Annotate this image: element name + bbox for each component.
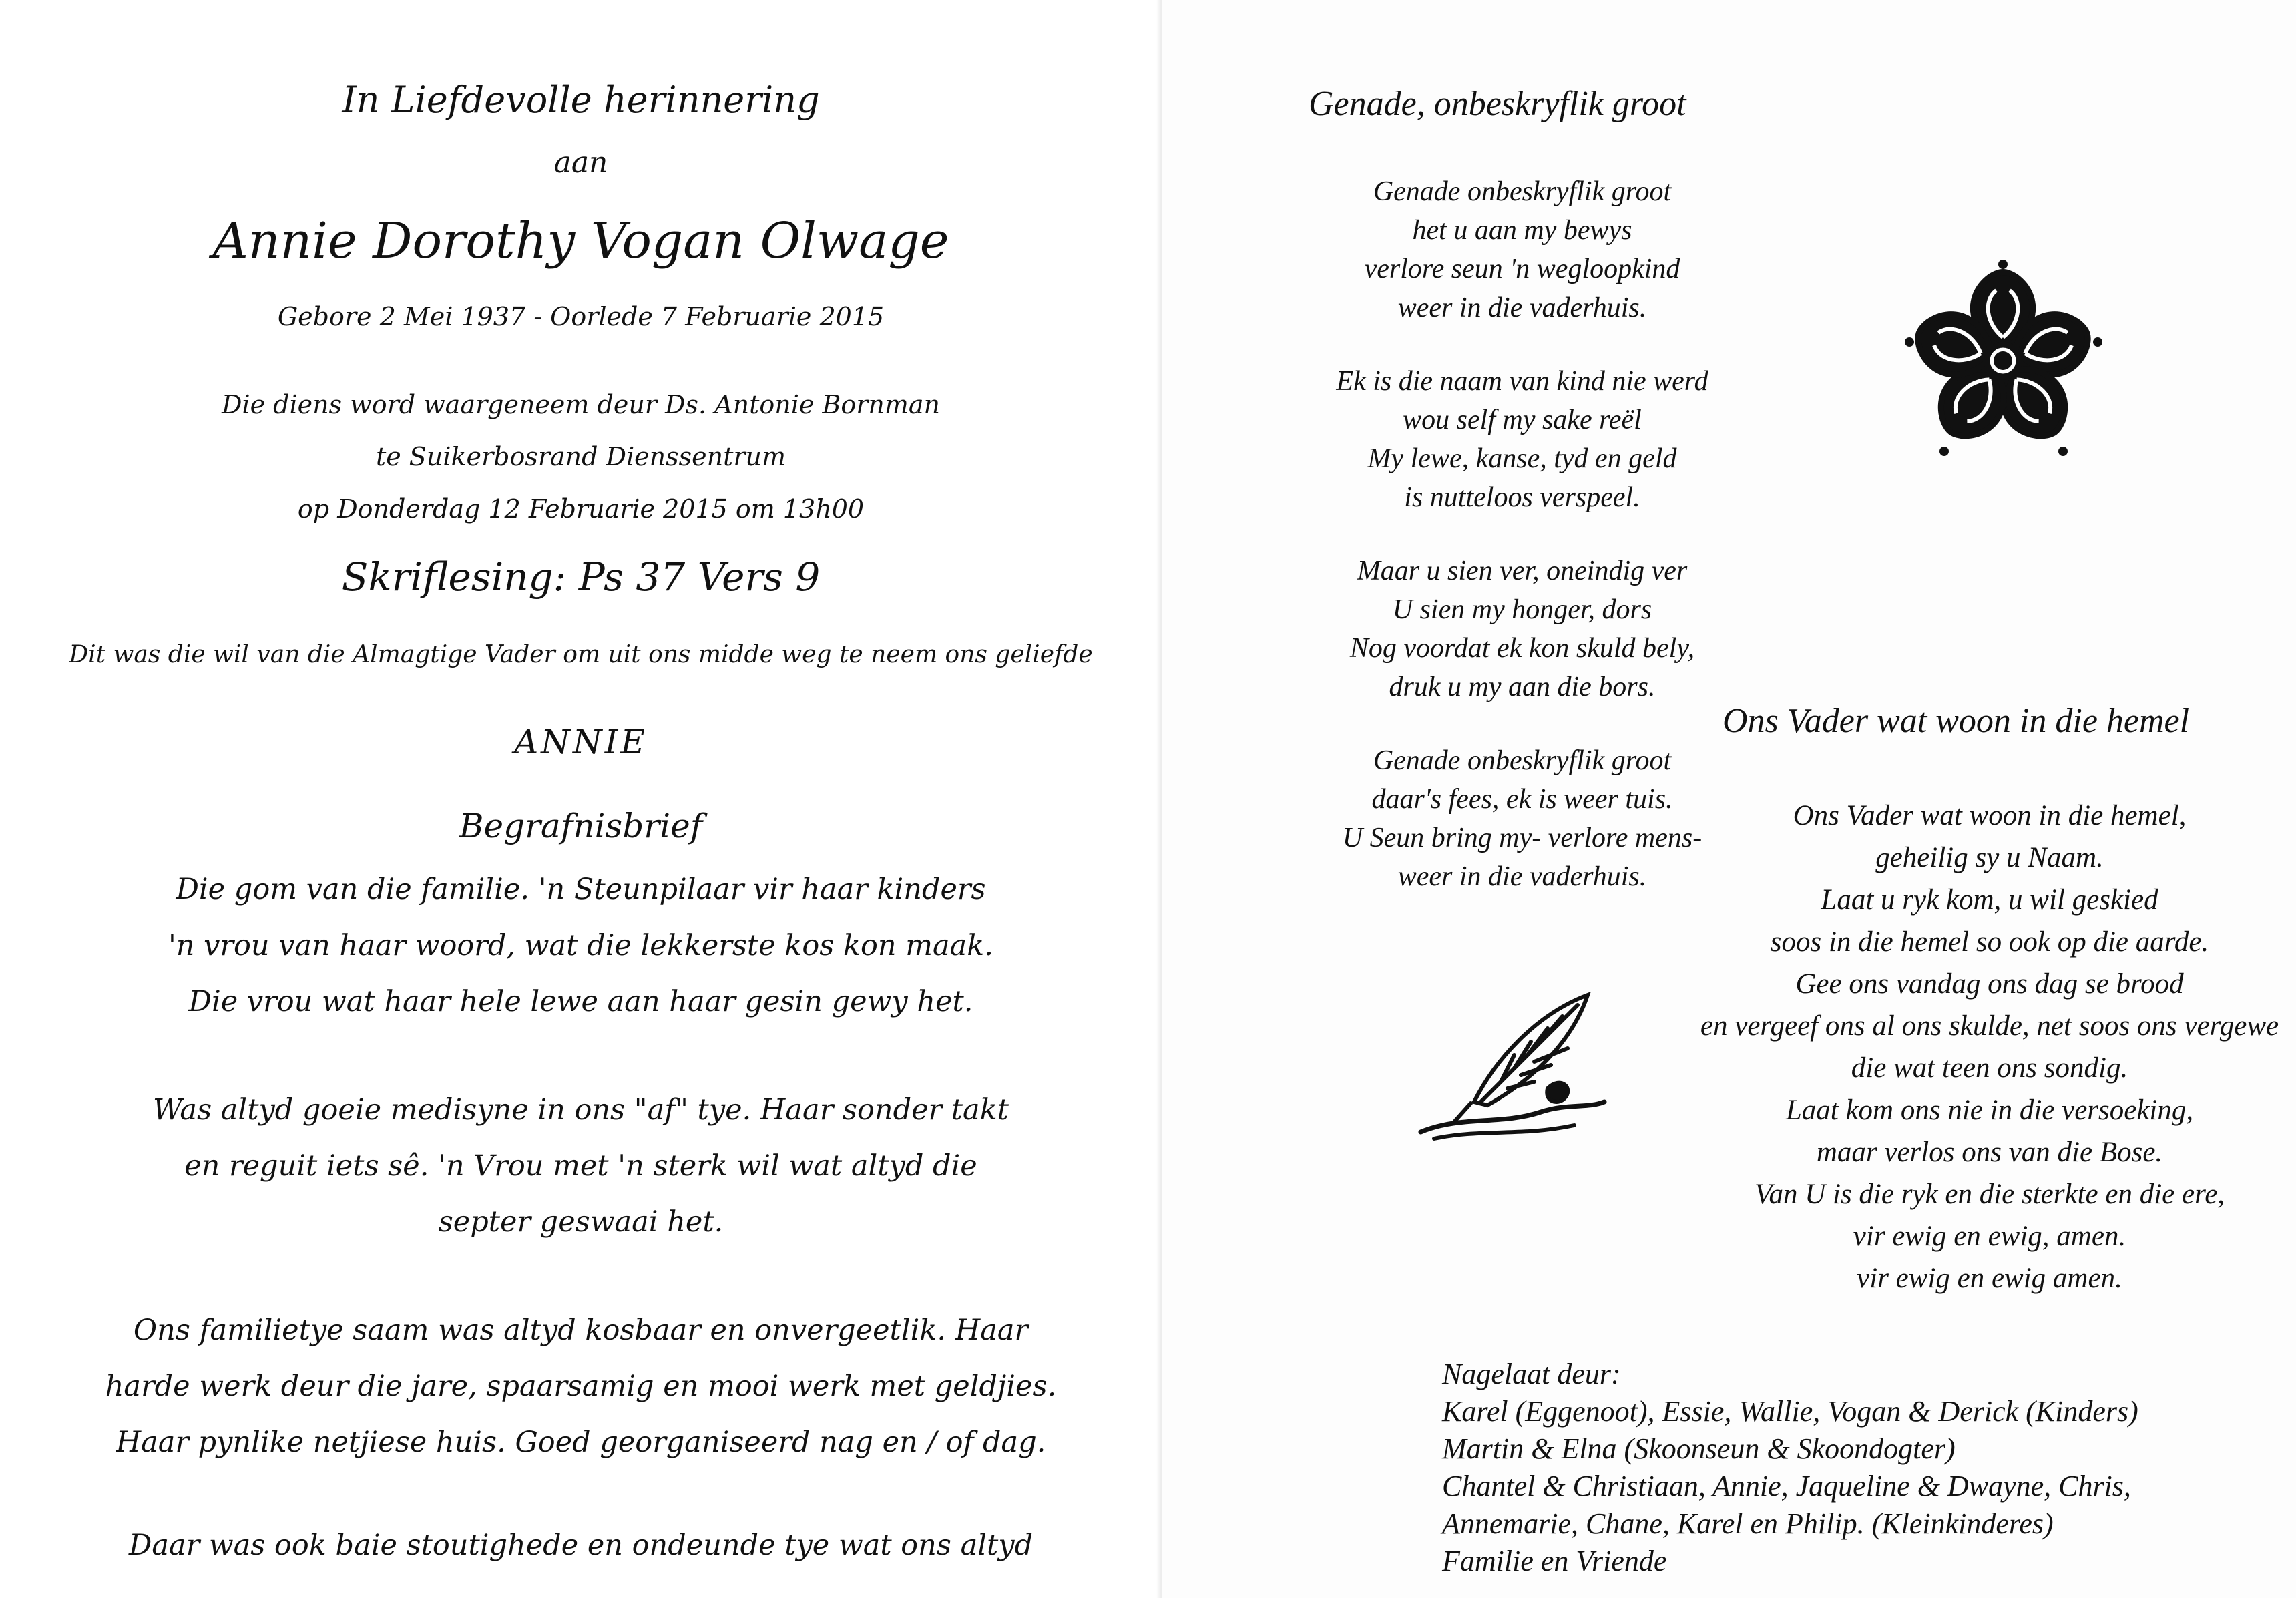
hymn-stanza xyxy=(1269,362,1776,517)
letter-paragraph xyxy=(0,1302,1162,1470)
hymn-line: U sien my honger, dors xyxy=(1392,594,1652,625)
life-dates: Gebore 2 Mei 1937 - Oorlede 7 Februarie 2015 xyxy=(277,302,885,331)
hymn-line: weer in die vaderhuis. xyxy=(1397,292,1647,323)
service-line: Die diens word waargeneem deur Ds. Antonie Bornman xyxy=(221,390,941,419)
first-name: ANNIE xyxy=(514,723,648,761)
service-line: te Suikerbosrand Dienssentrum xyxy=(375,442,786,471)
letter-line: en reguit iets sê. 'n Vrou met 'n sterk wil wat altyd die xyxy=(184,1149,977,1183)
prayer-line: Laat kom ons nie in die versoeking, xyxy=(1785,1094,2194,1126)
hymn-stanza xyxy=(1269,552,1776,707)
prayer-line: geheilig sy u Naam. xyxy=(1875,842,2104,873)
quill-pen-icon xyxy=(1407,988,1614,1142)
heading-aan: aan xyxy=(553,146,608,180)
prayer-line: vir ewig en ewig amen. xyxy=(1857,1263,2122,1294)
hymn-line: weer in die vaderhuis. xyxy=(1397,861,1647,892)
prayer-line: Gee ons vandag ons dag se brood xyxy=(1795,968,2184,1000)
letter-line: Haar pynlike netjiese huis. Goed georganiseerd nag en / of dag. xyxy=(116,1426,1046,1459)
hymn-line: Genade onbeskryflik groot xyxy=(1373,176,1672,207)
prayer-line: vir ewig en ewig, amen. xyxy=(1853,1221,2126,1252)
letter-line: Daar was ook baie stoutighede en ondeunde tye wat ons altyd xyxy=(128,1529,1034,1562)
hymn-line: U Seun bring my- verlore mens- xyxy=(1342,823,1702,853)
letter-paragraph xyxy=(0,1082,1162,1250)
hymn-line: wou self my sake reël xyxy=(1403,405,1642,435)
deceased-name: Annie Dorothy Vogan Olwage xyxy=(212,212,949,270)
letter-line: 'n vrou van haar woord, wat die lekkerste kos kon maak. xyxy=(168,929,994,962)
hymn-line: Genade onbeskryflik groot xyxy=(1373,745,1672,776)
prayer-line: Van U is die ryk en die sterkte en die ere, xyxy=(1754,1179,2225,1210)
survivors-line: Annemarie, Chane, Karel en Philip. (Kleinkinderes) xyxy=(1442,1507,2054,1540)
hymn-line: Ek is die naam van kind nie werd xyxy=(1336,366,1708,397)
letter-title: Begrafnisbrief xyxy=(459,807,703,845)
letter-line: Was altyd goeie medisyne in ons "af" tye. Haar sonder takt xyxy=(152,1093,1009,1127)
survivors-heading: Nagelaat deur: xyxy=(1442,1358,1621,1390)
hymn-line: het u aan my bewys xyxy=(1412,215,1632,246)
lords-prayer xyxy=(1656,795,2296,1300)
letter-paragraph xyxy=(0,1517,1162,1573)
letter-line: Ons familietye saam was altyd kosbaar en onvergeetlik. Haar xyxy=(133,1314,1029,1347)
hymn-line: daar's fees, ek is weer tuis. xyxy=(1371,784,1673,815)
will-statement: Dit was die wil van die Almagtige Vader om uit ons midde weg te neem ons geliefde xyxy=(69,641,1093,668)
hymn-line: Nog voordat ek kon skuld bely, xyxy=(1349,633,1695,664)
memorial-heading: In Liefdevolle herinnering xyxy=(342,79,820,121)
survivors-line: Chantel & Christiaan, Annie, Jaqueline & Dwayne, Chris, xyxy=(1442,1470,2131,1503)
hymn-line: Maar u sien ver, oneindig ver xyxy=(1357,556,1688,586)
flower-ornament-icon xyxy=(1903,260,2103,461)
letter-paragraph xyxy=(0,861,1162,1030)
hymn-line: My lewe, kanse, tyd en geld xyxy=(1367,443,1677,474)
prayer-line: en vergeef ons al ons skulde, net soos ons vergewe xyxy=(1700,1010,2279,1042)
letter-line: harde werk deur die jare, spaarsamig en mooi werk met geldjies. xyxy=(105,1370,1057,1403)
hymn-line: verlore seun 'n wegloopkind xyxy=(1364,254,1680,284)
survivors-line: Martin & Elna (Skoonseun & Skoondogter) xyxy=(1442,1432,1956,1465)
prayer-line: maar verlos ons van die Bose. xyxy=(1816,1137,2163,1168)
letter-line: Die gom van die familie. 'n Steunpilaar vir haar kinders xyxy=(176,873,986,906)
survivors-line: Karel (Eggenoot), Essie, Wallie, Vogan & Derick (Kinders) xyxy=(1442,1395,2138,1428)
service-line: op Donderdag 12 Februarie 2015 om 13h00 xyxy=(297,494,865,524)
hymn-title: Genade, onbeskryflik groot xyxy=(1309,85,1686,123)
hymn-line: druk u my aan die bors. xyxy=(1389,672,1656,703)
letter-line: septer geswaai het. xyxy=(438,1205,724,1239)
scripture-reading: Skriflesing: Ps 37 Vers 9 xyxy=(341,554,821,600)
prayer-title: Ons Vader wat woon in die hemel xyxy=(1723,702,2190,740)
prayer-line: die wat teen ons sondig. xyxy=(1851,1052,2128,1084)
prayer-line: Ons Vader wat woon in die hemel, xyxy=(1793,800,2187,831)
prayer-line: Laat u ryk kom, u wil geskied xyxy=(1821,884,2158,916)
prayer-line: soos in die hemel so ook op die aarde. xyxy=(1770,926,2209,958)
survivors-line: Familie en Vriende xyxy=(1442,1545,1667,1577)
letter-line: Die vrou wat haar hele lewe aan haar gesin gewy het. xyxy=(188,985,973,1018)
survivors-list xyxy=(1442,1356,2138,1580)
right-page xyxy=(1162,0,2296,1598)
hymn-line: is nutteloos verspeel. xyxy=(1404,482,1640,513)
hymn-stanza xyxy=(1269,172,1776,327)
